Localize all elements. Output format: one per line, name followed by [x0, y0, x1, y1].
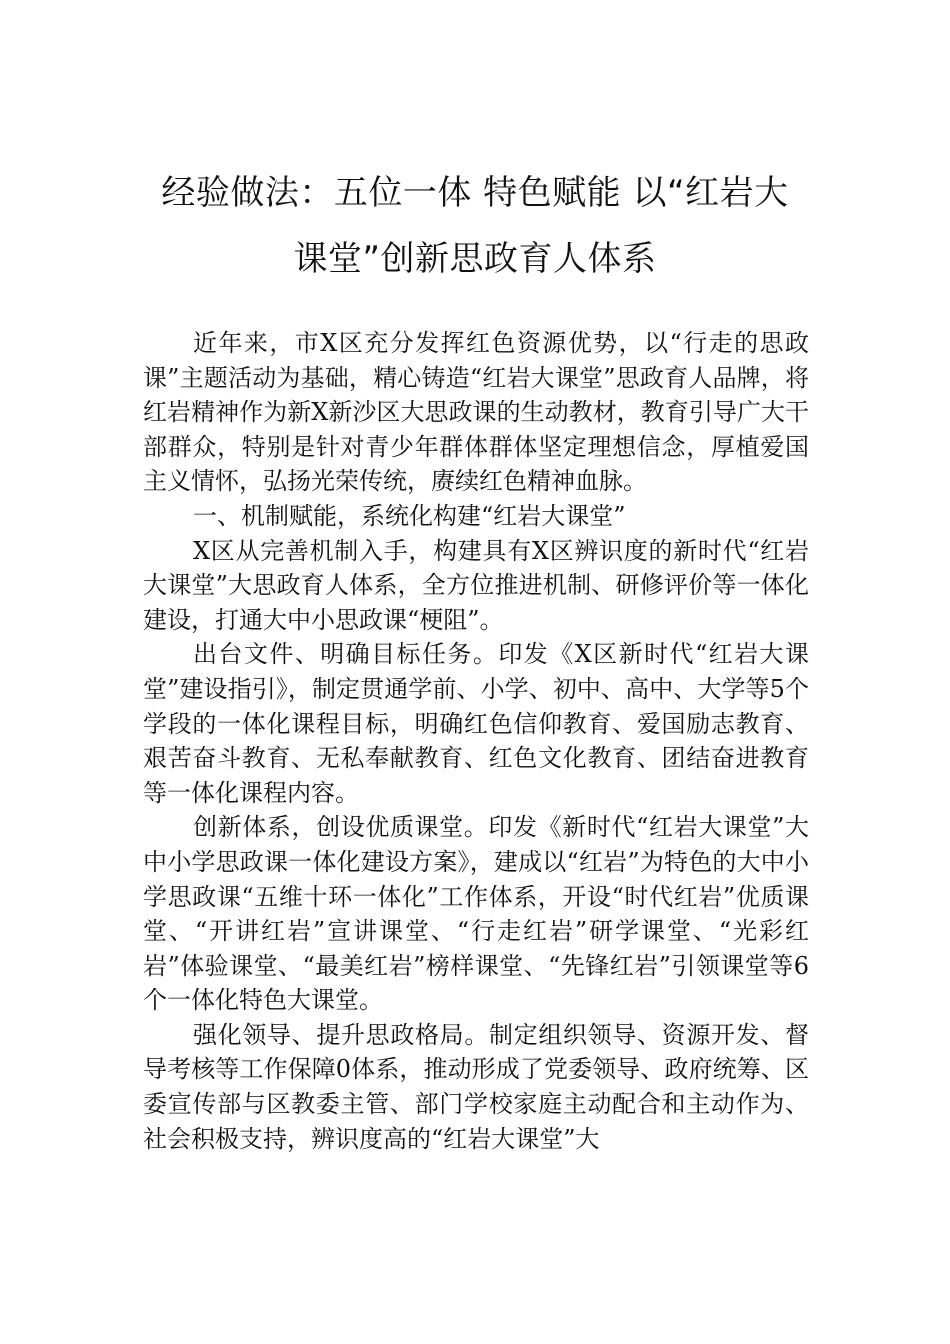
document-body — [143, 326, 809, 1156]
paragraph-documents: 出台文件、明确目标任务。印发《X区新时代“红岩大课堂”建设指引》，制定贯通学前、小学、初中、高中、大学等5个学段的一体化课程目标，明确红色信仰教育、爱国励志教育、艰苦奋斗教育、无私奉献教育、红色文化教育、团结奋进教育等一体化课程内容。 — [143, 640, 809, 807]
title-line-1: 经验做法：五位一体 特色赋能 以“红岩大 — [161, 173, 789, 213]
paragraph-mechanism: X区从完善机制入手，构建具有X区辨识度的新时代“红岩大课堂”大思政育人体系，全方位推进机制、研修评价等一体化建设，打通大中小思政课“梗阻”。 — [143, 536, 809, 634]
document-title — [130, 160, 820, 292]
paragraph-intro: 近年来，市X区充分发挥红色资源优势，以“行走的思政课”主题活动为基础，精心铸造“红岩大课堂”思政育人品牌，将红岩精神作为新X新沙区大思政课的生动教材，教育引导广大干部群众，特别是针对青少年群体群体坚定理想信念，厚植爱国主义情怀，弘扬光荣传统，赓续红色精神血脉。 — [143, 329, 809, 496]
section-heading: 一、机制赋能，系统化构建“红岩大课堂” — [193, 501, 626, 530]
title-line-2: 课堂”创新思政育人体系 — [293, 239, 657, 279]
paragraph-leadership: 强化领导、提升思政格局。制定组织领导、资源开发、督导考核等工作保障0体系，推动形成了党委领导、政府统筹、区委宣传部与区教委主管、部门学校家庭主动配合和主动作为、社会积极支持，辨识度高的“红岩大课堂”大 — [143, 1020, 809, 1153]
paragraph-system: 创新体系，创设优质课堂。印发《新时代“红岩大课堂”大中小学思政课一体化建设方案》，建成以“红岩”为特色的大中小学思政课“五维十环一体化”工作体系，开设“时代红岩”优质课堂、“开讲红岩”宣讲课堂、“行走红岩”研学课堂、“光彩红岩”体验课堂、“最美红岩”榜样课堂、“先锋红岩”引领课堂等6个一体化特色大课堂。 — [143, 813, 809, 1015]
